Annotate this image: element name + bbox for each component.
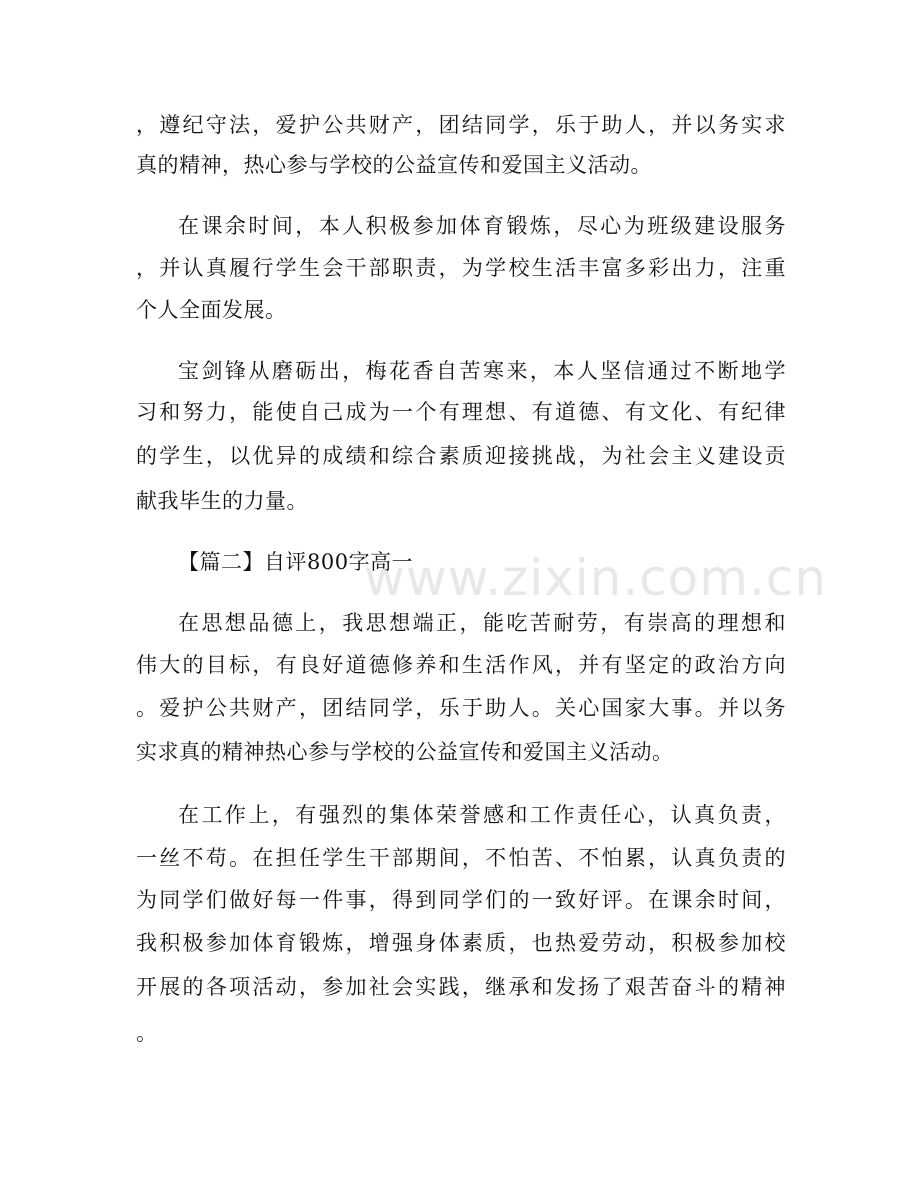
watermark-text: www.zixin.com.cn	[364, 549, 828, 607]
paragraph-1-line-1: ，遵纪守法，爱护公共财产，团结同学，乐于助人，并以务实求	[136, 113, 786, 137]
paragraph-5-line-6: 。	[136, 1021, 158, 1045]
section-heading: 【篇二】自评800字高一	[178, 550, 414, 574]
paragraph-3-line-2: 习和努力，能使自己成为一个有理想、有道德、有文化、有纪律	[136, 400, 786, 424]
paragraph-2-line-3: 个人全面发展。	[136, 298, 287, 322]
paragraph-4-line-4: 实求真的精神热心参与学校的公益宣传和爱国主义活动。	[136, 740, 674, 764]
paragraph-5-line-5: 开展的各项活动，参加社会实践，继承和发扬了艰苦奋斗的精神	[136, 975, 786, 999]
paragraph-2-line-1: 在课余时间，本人积极参加体育锻炼，尽心为班级建设服务	[178, 214, 786, 238]
paragraph-1-line-2: 真的精神，热心参与学校的公益宣传和爱国主义活动。	[136, 153, 652, 177]
paragraph-5-line-1: 在工作上，有强烈的集体荣誉感和工作责任心，认真负责，	[178, 803, 786, 827]
paragraph-5-line-4: 我积极参加体育锻炼，增强身体素质，也热爱劳动，积极参加校	[136, 931, 786, 955]
paragraph-5-line-2: 一丝不苟。在担任学生干部期间，不怕苦、不怕累，认真负责的	[136, 846, 786, 870]
paragraph-4-line-2: 伟大的目标，有良好道德修养和生活作风，并有坚定的政治方向	[136, 653, 786, 677]
paragraph-3-line-4: 献我毕生的力量。	[136, 489, 308, 513]
paragraph-5-line-3: 为同学们做好每一件事，得到同学们的一致好评。在课余时间，	[136, 888, 786, 912]
paragraph-3-line-1: 宝剑锋从磨砺出，梅花香自苦寒来，本人坚信通过不断地学	[178, 359, 786, 383]
paragraph-3-line-3: 的学生，以优异的成绩和综合素质迎接挑战，为社会主义建设贡	[136, 444, 786, 468]
paragraph-4-line-3: 。爱护公共财产，团结同学，乐于助人。关心国家大事。并以务	[136, 696, 786, 720]
paragraph-2-line-2: ，并认真履行学生会干部职责，为学校生活丰富多彩出力，注重	[136, 256, 786, 280]
paragraph-4-line-1: 在思想品德上，我思想端正，能吃苦耐劳，有崇高的理想和	[178, 611, 786, 635]
